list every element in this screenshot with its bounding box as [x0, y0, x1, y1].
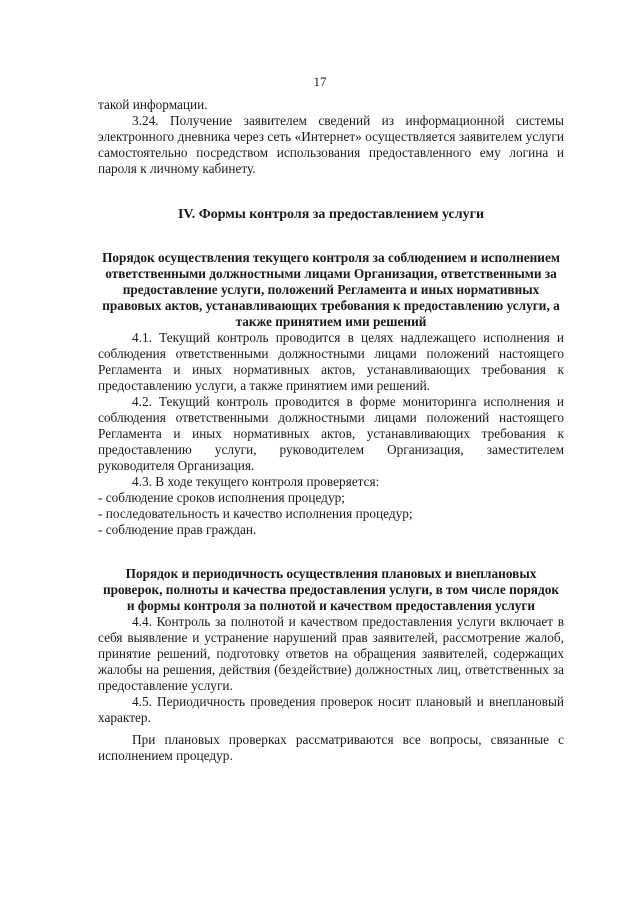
document-body	[98, 97, 564, 764]
paragraph-planned-checks: При плановых проверках рассматриваются все вопросы, связанные с исполнением процедур.	[98, 732, 564, 763]
list-item: - соблюдение сроков исполнения процедур;	[98, 490, 345, 505]
paragraph-4-2: 4.2. Текущий контроль проводится в форме мониторинга исполнения и соблюдения ответственными должностными лицами положений настоящего Регламента и иных нормативных актов, устанавливающих требования к предоставлению услуги, руководителем Организация, заместителем руководителя Организация.	[98, 394, 564, 473]
paragraph-4-5: 4.5. Периодичность проведения проверок носит плановый и внеплановый характер.	[98, 694, 564, 725]
paragraph-continuation: такой информации.	[98, 97, 208, 112]
paragraph-4-1: 4.1. Текущий контроль проводится в целях надлежащего исполнения и соблюдения ответственными должностными лицами положений настоящего Регламента и иных нормативных актов, устанавливающих требования к предоставлению услуги, а также принятием ими решений.	[98, 330, 564, 393]
subsection-heading-current-control: Порядок осуществления текущего контроля за соблюдением и исполнением ответственными должностными лицами Организация, ответственными за предоставление услуги, положений Регламента и иных нормативных правовых актов, устанавливающих требования к предоставлению услуги, а также принятием ими решений	[102, 250, 560, 329]
subsection-heading-inspections: Порядок и периодичность осуществления плановых и внеплановых проверок, полноты и качества предоставления услуги, в том числе порядок и формы контроля за полнотой и качеством предоставления услуги	[102, 566, 559, 613]
page-number: 17	[313, 74, 327, 89]
list-item: - последовательность и качество исполнения процедур;	[98, 506, 413, 521]
section-heading-iv: IV. Формы контроля за предоставлением услуги	[177, 207, 485, 222]
paragraph-3-24: 3.24. Получение заявителем сведений из информационной системы электронного дневника через сеть «Интернет» осуществляется заявителем услуги самостоятельно посредством использования предоставленного ему логина и пароля к личному кабинету.	[98, 113, 564, 176]
list-item: - соблюдение прав граждан.	[98, 522, 257, 537]
paragraph-4-3: 4.3. В ходе текущего контроля проверяется:	[132, 474, 380, 489]
paragraph-4-4: 4.4. Контроль за полнотой и качеством предоставления услуги включает в себя выявление и устранение нарушений прав заявителей, рассмотрение жалоб, принятие решений, подготовку ответов на обращения заявителей, содержащих жалобы на решения, действия (бездействие) должностных лиц, ответственных за предоставление услуги.	[98, 614, 564, 693]
